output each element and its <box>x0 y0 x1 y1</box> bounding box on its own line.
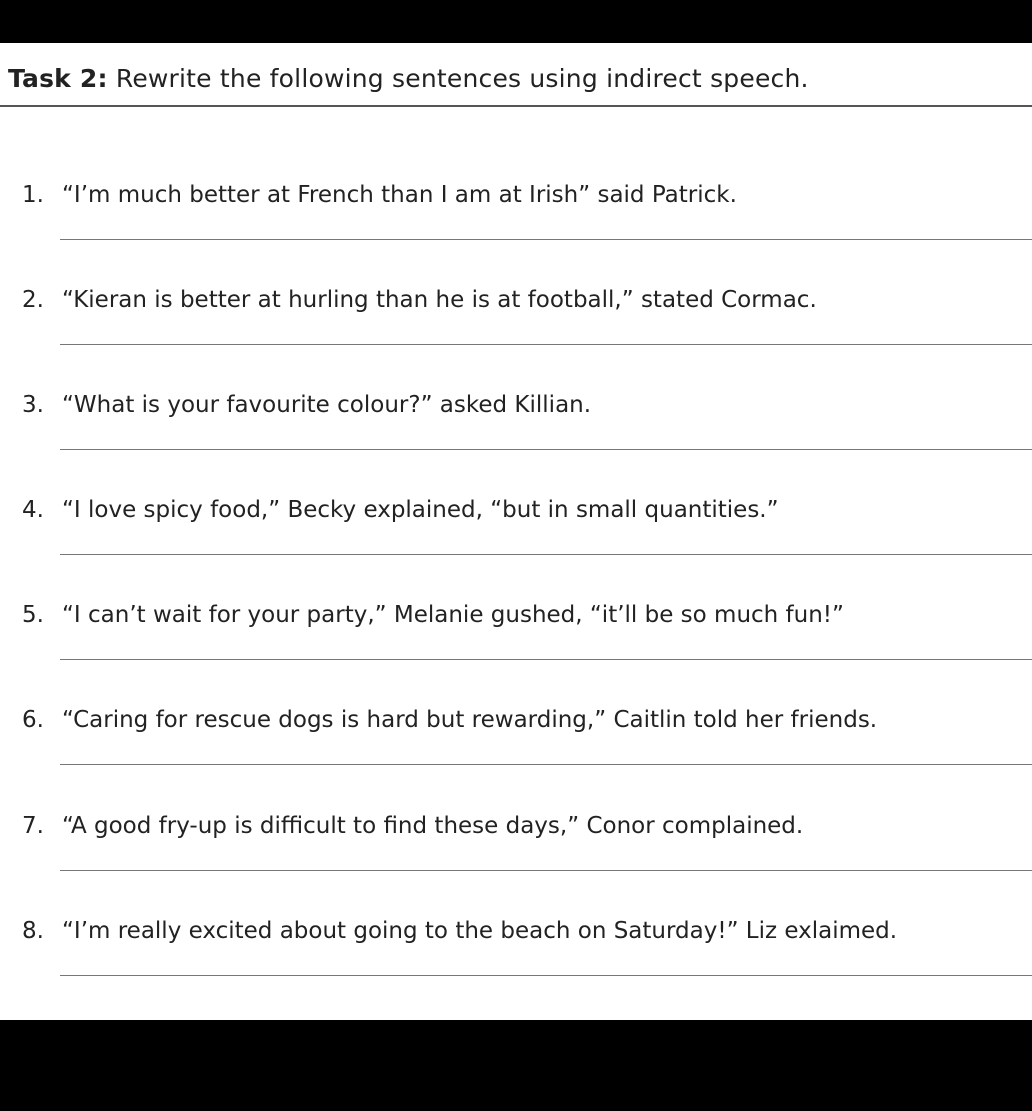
task-instruction: Rewrite the following sentences using indirect speech. <box>115 64 809 93</box>
question-text: “I love spicy food,” Becky explained, “but in small quantities.” <box>62 497 779 523</box>
header-divider <box>0 105 1032 107</box>
question-text: “A good fry-up is difficult to find these days,” Conor complained. <box>62 813 804 839</box>
question-text: “I’m much better at French than I am at Irish” said Patrick. <box>62 182 737 208</box>
question-item <box>0 600 1032 680</box>
question-number: 4. <box>22 497 44 523</box>
question-item <box>0 705 1032 785</box>
task-label: Task 2: <box>8 64 108 93</box>
answer-line[interactable] <box>60 449 1032 450</box>
question-text: “Kieran is better at hurling than he is at football,” stated Cormac. <box>62 287 817 313</box>
answer-line[interactable] <box>60 344 1032 345</box>
answer-line[interactable] <box>60 554 1032 555</box>
question-number: 7. <box>22 813 44 839</box>
answer-line[interactable] <box>60 659 1032 660</box>
answer-line[interactable] <box>60 239 1032 240</box>
question-number: 8. <box>22 918 44 944</box>
question-item <box>0 811 1032 891</box>
question-text: “I’m really excited about going to the beach on Saturday!” Liz exlaimed. <box>62 918 898 944</box>
question-number: 3. <box>22 392 44 418</box>
question-item <box>0 390 1032 470</box>
question-number: 1. <box>22 182 44 208</box>
question-item <box>0 285 1032 365</box>
answer-line[interactable] <box>60 764 1032 765</box>
question-number: 6. <box>22 707 44 733</box>
answer-line[interactable] <box>60 870 1032 871</box>
question-text: “What is your favourite colour?” asked Killian. <box>62 392 592 418</box>
question-item <box>0 180 1032 260</box>
worksheet-page <box>0 43 1032 1020</box>
question-text: “I can’t wait for your party,” Melanie gushed, “it’ll be so much fun!” <box>62 602 844 628</box>
question-text: “Caring for rescue dogs is hard but rewarding,” Caitlin told her friends. <box>62 707 878 733</box>
task-header <box>8 63 809 95</box>
question-number: 5. <box>22 602 44 628</box>
question-item <box>0 916 1032 996</box>
answer-line[interactable] <box>60 975 1032 976</box>
question-number: 2. <box>22 287 44 313</box>
question-item <box>0 495 1032 575</box>
